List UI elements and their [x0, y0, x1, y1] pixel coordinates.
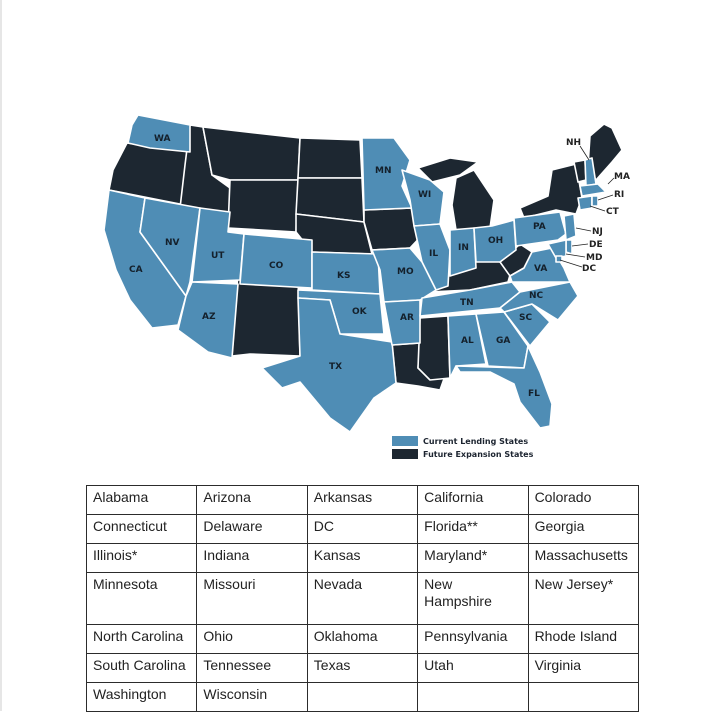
label-ks: KS [337, 271, 351, 281]
label-wa: WA [154, 134, 171, 144]
label-ma: MA [614, 172, 630, 182]
leader-nh [580, 146, 589, 160]
label-ar: AR [400, 313, 414, 323]
table-cell: North Carolina [87, 625, 197, 654]
state-mi[interactable] [452, 170, 494, 230]
table-row [87, 654, 639, 683]
leader-ri [598, 195, 613, 200]
legend-swatch-current [392, 436, 418, 446]
legend-label-future: Future Expansion States [423, 450, 534, 459]
state-dc[interactable] [556, 256, 562, 262]
table-row [87, 683, 639, 712]
label-mn: MN [375, 166, 392, 176]
table-cell: Arizona [197, 486, 307, 515]
table-cell: Rhode Island [528, 625, 638, 654]
label-oh: OH [488, 236, 504, 246]
table-cell: Utah [418, 654, 528, 683]
label-ri: RI [614, 190, 625, 200]
label-ok: OK [352, 307, 367, 317]
label-az: AZ [202, 312, 216, 322]
state-mt[interactable] [203, 127, 300, 180]
label-dc: DC [582, 264, 597, 274]
table-cell: Massachusetts [528, 544, 638, 573]
table-cell: Oklahoma [307, 625, 417, 654]
table-cell: California [418, 486, 528, 515]
label-nv: NV [165, 238, 180, 248]
state-ms[interactable] [418, 316, 450, 380]
label-sc: SC [519, 313, 533, 323]
table-cell [528, 683, 638, 712]
table-cell: New Hampshire [418, 573, 528, 625]
table-row [87, 625, 639, 654]
label-nc: NC [529, 291, 544, 301]
label-ut: UT [211, 251, 225, 261]
label-nj: NJ [592, 227, 603, 237]
label-ca: CA [129, 265, 143, 275]
table-cell: Minnesota [87, 573, 197, 625]
label-mo: MO [397, 267, 414, 277]
table-cell: Texas [307, 654, 417, 683]
table-cell: Connecticut [87, 515, 197, 544]
label-in: IN [458, 243, 469, 253]
table-cell: Ohio [197, 625, 307, 654]
table-cell: Delaware [197, 515, 307, 544]
leader-nj [576, 228, 591, 231]
label-co: CO [269, 261, 284, 271]
table-cell: South Carolina [87, 654, 197, 683]
label-il: IL [429, 249, 439, 259]
label-tx: TX [329, 362, 343, 372]
state-ri[interactable] [592, 196, 598, 206]
table-cell [307, 683, 417, 712]
label-ga: GA [496, 336, 511, 346]
table-cell: Missouri [197, 573, 307, 625]
state-nj[interactable] [564, 214, 576, 240]
table-cell: Illinois* [87, 544, 197, 573]
map-legend [392, 436, 534, 459]
table-row [87, 544, 639, 573]
state-ny[interactable] [520, 164, 582, 218]
table-cell: Arkansas [307, 486, 417, 515]
table-cell: Pennsylvania [418, 625, 528, 654]
table-cell: Washington [87, 683, 197, 712]
label-wi: WI [418, 190, 432, 200]
label-ct: CT [606, 207, 619, 217]
table-cell: Nevada [307, 573, 417, 625]
table-row [87, 515, 639, 544]
label-md: MD [586, 253, 603, 263]
label-de: DE [589, 240, 603, 250]
table-cell: Tennessee [197, 654, 307, 683]
state-wy[interactable] [228, 180, 298, 232]
label-tn: TN [460, 298, 474, 308]
legend-label-current: Current Lending States [423, 437, 529, 446]
table-cell: Maryland* [418, 544, 528, 573]
table-row [87, 573, 639, 625]
label-va: VA [534, 264, 548, 274]
leader-md [566, 254, 585, 257]
label-al: AL [461, 336, 474, 346]
table-cell: Colorado [528, 486, 638, 515]
state-de[interactable] [566, 240, 572, 254]
table-cell: DC [307, 515, 417, 544]
table-cell [418, 683, 528, 712]
table-cell: Virginia [528, 654, 638, 683]
table-cell: New Jersey* [528, 573, 638, 625]
state-ct[interactable] [578, 196, 592, 210]
table-row [87, 486, 639, 515]
table-cell: Kansas [307, 544, 417, 573]
states-table [86, 485, 639, 712]
leader-de [572, 244, 588, 246]
label-pa: PA [533, 222, 546, 232]
label-fl: FL [528, 389, 540, 399]
state-ma[interactable] [580, 184, 606, 196]
label-nh: NH [566, 138, 582, 148]
table-cell: Wisconsin [197, 683, 307, 712]
table-cell: Florida** [418, 515, 528, 544]
state-nd[interactable] [298, 138, 362, 178]
legend-swatch-future [392, 449, 418, 459]
table-cell: Alabama [87, 486, 197, 515]
table-cell: Indiana [197, 544, 307, 573]
table-cell: Georgia [528, 515, 638, 544]
